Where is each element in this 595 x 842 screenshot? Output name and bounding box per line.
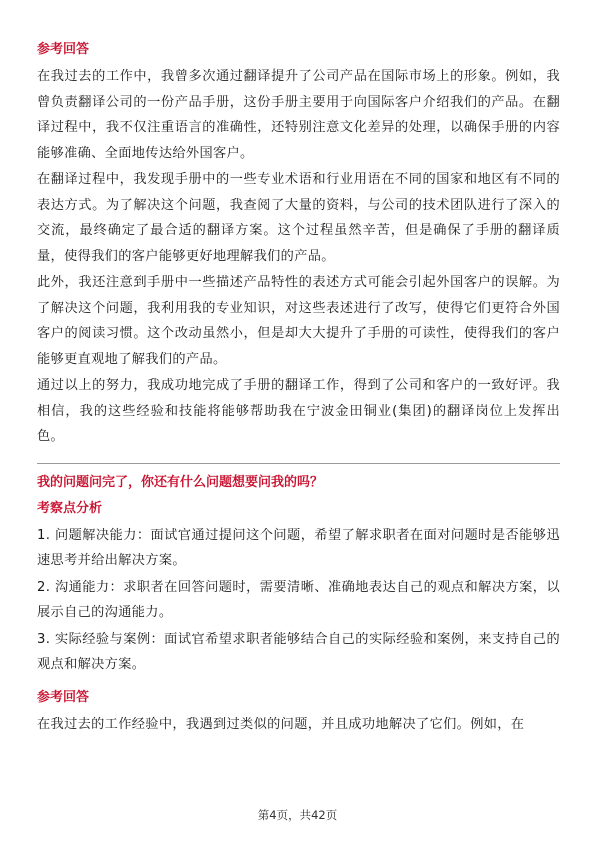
analysis-item: 1. 问题解决能力：面试官通过提问这个问题，希望了解求职者在面对问题时是否能够迅速思考并给出解决方案。 [37, 527, 560, 568]
answer-paragraph: 通过以上的努力，我成功地完成了手册的翻译工作，得到了公司和客户的一致好评。我相信，我的这些经验和技能将能够帮助我在宁波金田铜业(集团)的翻译岗位上发挥出色。 [37, 378, 560, 444]
answer-paragraph: 在我过去的工作经验中，我遇到过类似的问题，并且成功地解决了它们。例如，在 [37, 716, 525, 732]
question-title: 我的问题问完了，你还有什么问题想要问我的吗？ [37, 474, 324, 490]
section-divider [37, 463, 560, 464]
reference-answer-heading: 参考回答 [37, 42, 90, 57]
reference-answer-heading-2: 参考回答 [37, 689, 90, 705]
analysis-item: 3. 实际经验与案例：面试官希望求职者能够结合自己的实际经验和案例，来支持自己的观点和解决方案。 [37, 631, 560, 672]
page-number: 第4页，共42页 [257, 808, 338, 822]
answer-paragraph: 在翻译过程中，我发现手册中的一些专业术语和行业用语在不同的国家和地区有不同的表达方式。为了解决这个问题，我查阅了大量的资料，与公司的技术团队进行了深入的交流，最终确定了最合适的翻译方案。这个过程虽然辛苦，但是确保了手册的翻译质量，使得我们的客户能够更好地理解我们的产品。 [37, 172, 560, 264]
analysis-item: 2. 沟通能力：求职者在回答问题时，需要清晰、准确地表达自己的观点和解决方案，以展示自己的沟通能力。 [37, 579, 560, 620]
answer-paragraph: 在我过去的工作中，我曾多次通过翻译提升了公司产品在国际市场上的形象。例如，我曾负责翻译公司的一份产品手册，这份手册主要用于向国际客户介绍我们的产品。在翻译过程中，我不仅注重语言的准确性，还特别注意文化差异的处理，以确保手册的内容能够准确、全面地传达给外国客户。 [37, 69, 560, 161]
answer-paragraph: 此外，我还注意到手册中一些描述产品特性的表述方式可能会引起外国客户的误解。为了解决这个问题，我利用我的专业知识，对这些表述进行了改写，使得它们更符合外国客户的阅读习惯。这个改动虽然小，但是却大大提升了手册的可读性，使得我们的客户能够更直观地了解我们的产品。 [37, 275, 560, 367]
analysis-heading: 考察点分析 [37, 500, 103, 516]
page-content [37, 40, 560, 738]
